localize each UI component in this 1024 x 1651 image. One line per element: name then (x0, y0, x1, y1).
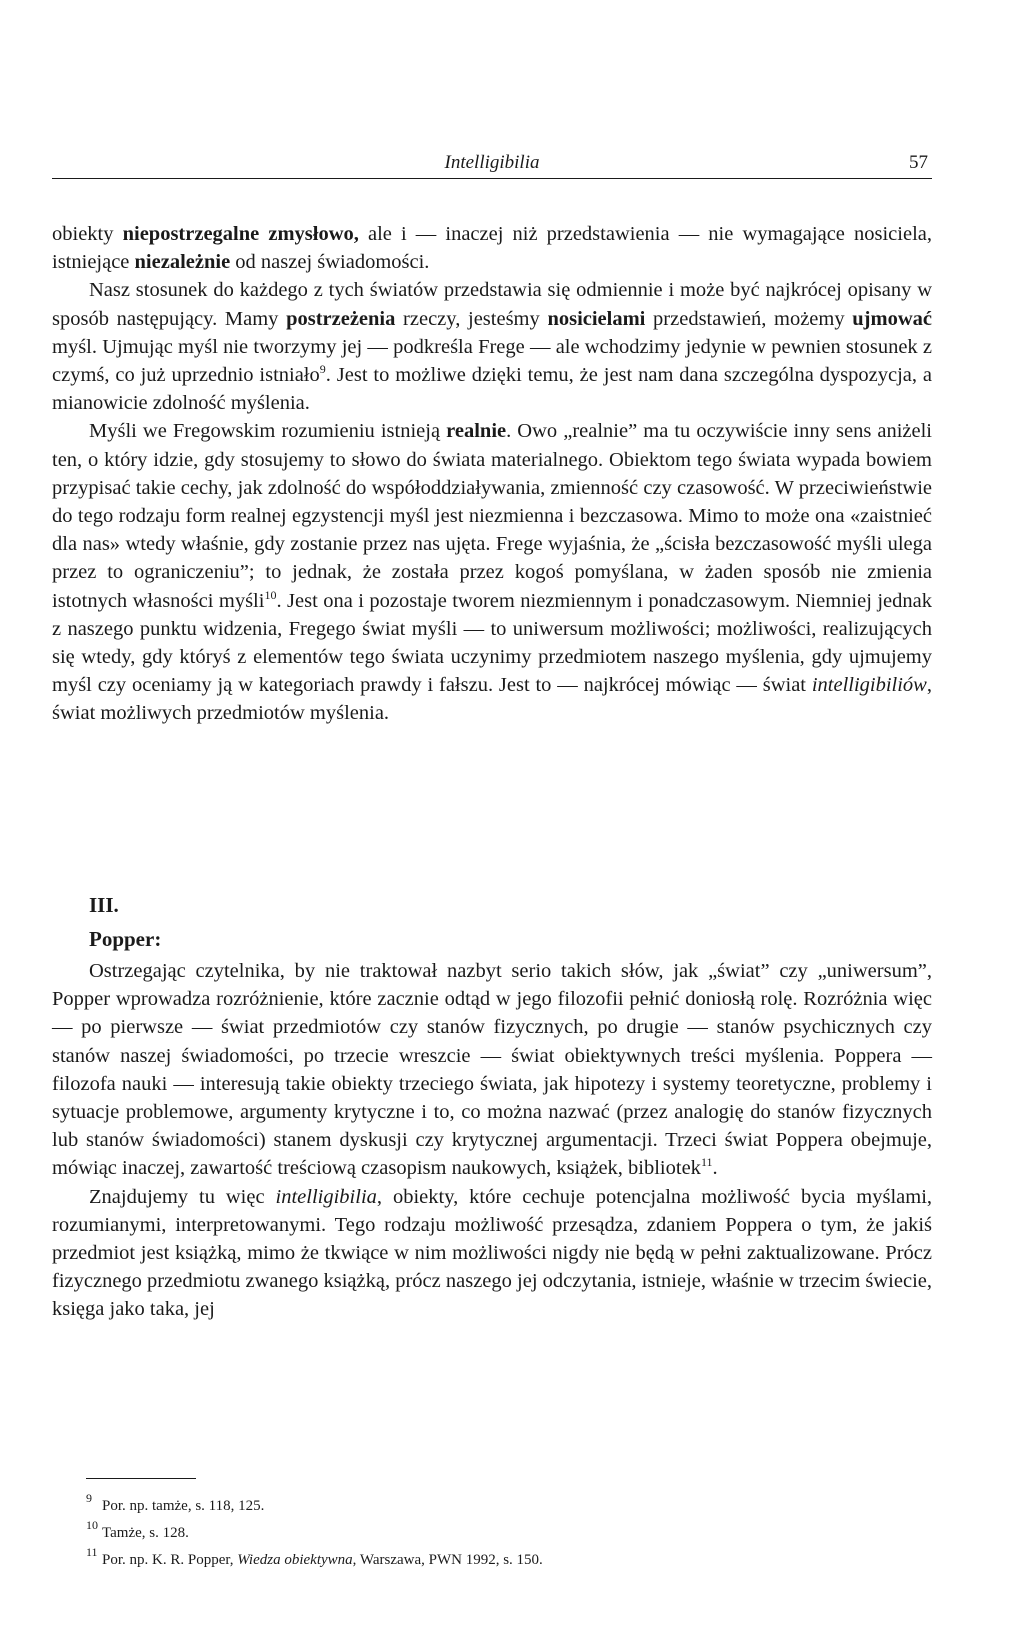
paragraph-1: obiekty niepostrzegalne zmysłowo, ale i — inaczej niż przedstawienia — nie wymagające nosiciela, istniejące niezależnie od naszej świadomości. (52, 223, 932, 274)
paragraph-4: Ostrzegając czytelnika, by nie traktował nazbyt serio takich słów, jak „świat” czy „uniwersum”, Popper wprowadza rozróżnienie, które zacznie odtąd w jego filozofii pełnić doniosłą rolę. Rozróżnia więc — po pierwsze — świat przedmiotów czy stanów fizycznych, po drugie — stanów psychicznych czy stanów naszej świadomości, po trzecie wreszcie — świat obiektywnych treści myślenia. Poppera — filozofa nauki — interesują takie obiekty trzeciego świata, jak hipotezy i systemy teoretyczne, problemy i sytuacje problemowe, argumenty krytyczne i to, co można nazwać (przez analogię do stanów fizycznych lub stanów świadomości) stanem dyskusji czy krytycznej argumentacji. Trzeci świat Poppera obejmuje, mówiąc inaczej, zawartość treściową czasopism naukowych, książek, bibliotek$^{11}$. (52, 960, 932, 1180)
footnote-divider (86, 1478, 196, 1479)
footnote-ref-11: 11 (700, 1155, 713, 1170)
footnote-10: 10 Tamże, s. 128. (86, 1518, 189, 1541)
section-title: Popper: (89, 927, 162, 951)
body-text (52, 220, 932, 728)
running-title: Intelligibilia (444, 152, 540, 173)
running-head (52, 152, 932, 179)
section-heading (89, 888, 889, 956)
footnote-9: 9 Por. np. tamże, s. 118, 125. (86, 1491, 265, 1514)
paragraph-3: Myśli we Fregowskim rozumieniu istnieją realnie. Owo „realnie” ma tu oczywiście inny sens aniżeli ten, o który idzie, gdy stosujemy to słowo do świata materialnego. Obiektom tego świata wypada bowiem przypisać takie cechy, jak zdolność do współoddziaływania, zmienność czy czasowość. W przeciwieństwie do tego rodzaju form realnej egzystencji myśl jest niezmienna i bezczasowa. Mimo to może ona «zaistnieć dla nas» wtedy właśnie, gdy zostanie przez nas ujęta. Frege wyjaśnia, że „ścisła bezczasowość myśli ulega przez to ograniczeniu”; to jednak, że została przez kogoś pomyślana, w żaden sposób nie zmienia istotnych własności myśli$^{10}$. Jest ona i pozostaje tworem niezmiennym i ponadczasowym. Niemniej jednak z naszego punktu widzenia, Fregego świat myśli — to uniwersum możliwości; możliwości, realizujących się wtedy, gdy któryś z elementów tego świata uczynimy przedmiotem naszego myślenia, gdy ujmujemy myśl czy oceniamy ją w kategoriach prawdy i fałszu. Jest to — najkrócej mówiąc — świat intelligibiliów, świat możliwych przedmiotów myślenia. (52, 420, 932, 725)
page-number: 57 (909, 152, 928, 173)
section-number: III. (89, 893, 119, 917)
footnote-11: 11 Por. np. K. R. Popper, Wiedza obiektywna, Warszawa, PWN 1992, s. 150. (86, 1545, 543, 1568)
paragraph-5: Znajdujemy tu więc intelligibilia, obiekty, które cechuje potencjalna możliwość bycia myślami, rozumianymi, interpretowanymi. Tego rodzaju możliwość przesądza, zdaniem Poppera o tym, że jakiś przedmiot jest książką, mimo że tkwiące w nim możliwości nigdy nie będą w pełni zaktualizowane. Prócz fizycznego przedmiotu zwanego książką, prócz naszego jej odczytania, istnieje, właśnie w trzecim świecie, księga jako taka, jej (52, 1185, 933, 1321)
footnote-ref-10: 10 (264, 587, 277, 602)
body-text-section-3 (52, 957, 932, 1324)
footnotes (86, 1478, 886, 1574)
paragraph-2: Nasz stosunek do każdego z tych światów przedstawia się odmiennie i może być najkrócej opisany w sposób następujący. Mamy postrzeżenia rzeczy, jesteśmy nosicielami przedstawień, możemy ujmować myśl. Ujmując myśl nie tworzymy jej — podkreśla Frege — ale wchodzimy jedynie w pewnien stosunek z czymś, co już uprzednio istniało$^9$. Jest to możliwe dzięki temu, że jest nam dana szczególna dyspozycja, a mianowicie zdolność myślenia. (52, 279, 933, 415)
footnote-ref-9: 9 (319, 362, 326, 377)
